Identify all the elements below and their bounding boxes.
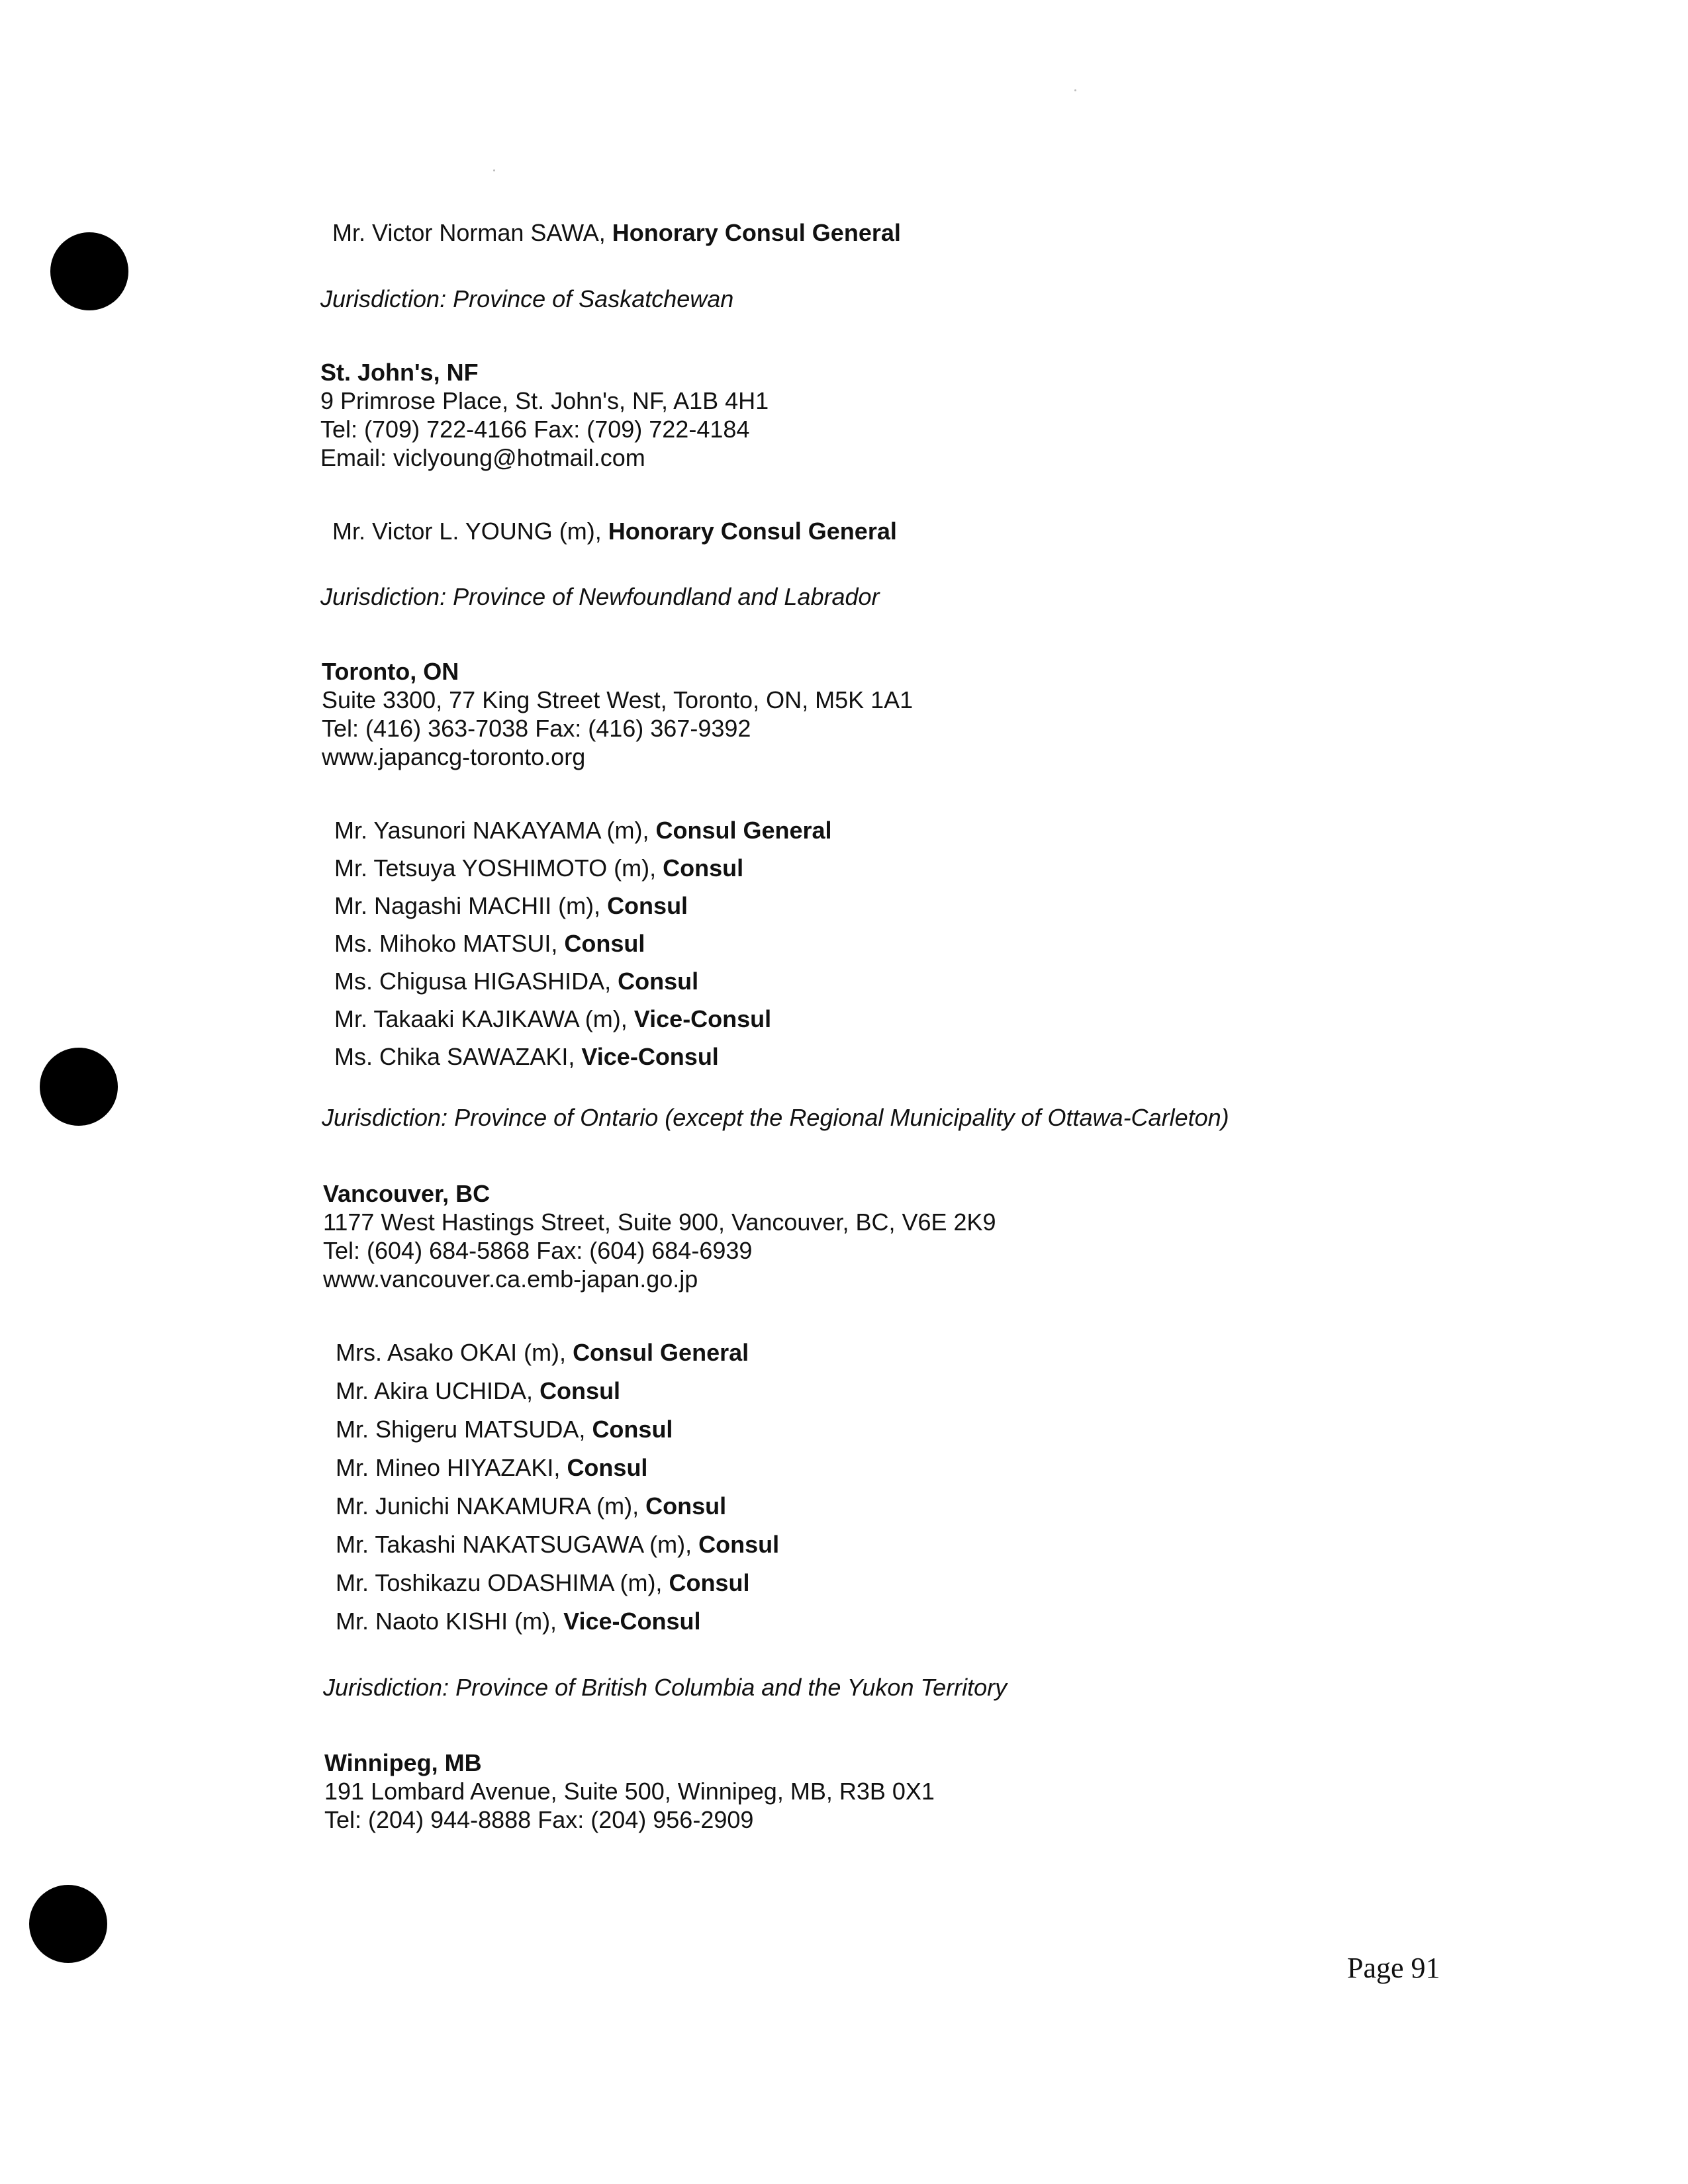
official-line — [334, 854, 743, 883]
official-name: Ms. Mihoko MATSUI, — [334, 930, 558, 957]
official-name: Mr. Junichi NAKAMURA (m), — [336, 1492, 639, 1520]
official-line — [332, 218, 901, 248]
official-title: Vice-Consul — [633, 1005, 772, 1032]
official-name: Mr. Victor L. YOUNG (m), — [332, 518, 602, 545]
official-title: Consul — [567, 1454, 648, 1481]
address: 9 Primrose Place, St. John's, NF, A1B 4H1 — [320, 387, 769, 414]
official-name: Mr. Shigeru MATSUDA, — [336, 1416, 586, 1443]
official-name: Mr. Nagashi MACHII (m), — [334, 892, 601, 919]
official-title: Consul — [669, 1569, 750, 1596]
official-line — [334, 891, 688, 921]
official-line — [336, 1338, 749, 1367]
official-title: Consul General — [655, 817, 832, 844]
official-title: Consul — [645, 1492, 727, 1520]
official-title: Consul — [607, 892, 688, 919]
official-title: Honorary Consul General — [608, 518, 897, 545]
phone-fax: Tel: (604) 684-5868 Fax: (604) 684-6939 — [323, 1237, 753, 1264]
address: 191 Lombard Avenue, Suite 500, Winnipeg, MB, R3B 0X1 — [324, 1778, 935, 1805]
jurisdiction: Jurisdiction: Province of British Columbia and the Yukon Territory — [323, 1674, 1008, 1701]
jurisdiction: Jurisdiction: Province of Ontario (except the Regional Municipality of Ottawa-Carleton) — [322, 1104, 1229, 1131]
official-line — [334, 929, 645, 958]
official-name: Mr. Mineo HIYAZAKI, — [336, 1454, 561, 1481]
official-line — [336, 1569, 749, 1598]
official-name: Mr. Takaaki KAJIKAWA (m), — [334, 1005, 628, 1032]
phone-fax: Tel: (709) 722-4166 Fax: (709) 722-4184 — [320, 416, 750, 443]
city-heading: St. John's, NF — [320, 359, 479, 386]
official-name: Ms. Chika SAWAZAKI, — [334, 1043, 575, 1070]
official-title: Vice-Consul — [563, 1608, 701, 1635]
official-line — [334, 816, 832, 845]
official-title: Consul — [592, 1416, 673, 1443]
scan-speck — [1074, 89, 1076, 91]
official-name: Mrs. Asako OKAI (m), — [336, 1339, 567, 1366]
official-title: Consul — [539, 1377, 621, 1404]
jurisdiction: Jurisdiction: Province of Saskatchewan — [320, 285, 734, 312]
official-title: Consul — [698, 1531, 780, 1558]
official-line — [336, 1453, 647, 1482]
binder-hole-middle — [40, 1048, 118, 1126]
official-name: Mr. Naoto KISHI (m), — [336, 1608, 557, 1635]
email: Email: viclyoung@hotmail.com — [320, 444, 645, 471]
official-line — [336, 1377, 620, 1406]
official-name: Mr. Akira UCHIDA, — [336, 1377, 534, 1404]
official-title: Honorary Consul General — [612, 219, 901, 246]
page-number: Page 91 — [1347, 1952, 1440, 1984]
city-heading: Vancouver, BC — [323, 1180, 491, 1207]
official-name: Mr. Takashi NAKATSUGAWA (m), — [336, 1531, 692, 1558]
binder-hole-bottom — [29, 1885, 107, 1963]
website: www.japancg-toronto.org — [322, 743, 586, 770]
official-name: Ms. Chigusa HIGASHIDA, — [334, 968, 612, 995]
official-name: Mr. Yasunori NAKAYAMA (m), — [334, 817, 649, 844]
official-line — [336, 1530, 779, 1559]
website: www.vancouver.ca.emb-japan.go.jp — [323, 1265, 698, 1293]
official-title: Consul — [618, 968, 699, 995]
official-line — [336, 1492, 726, 1521]
official-line — [336, 1607, 700, 1636]
address: Suite 3300, 77 King Street West, Toronto, ON, M5K 1A1 — [322, 686, 914, 713]
official-line — [334, 1042, 719, 1071]
phone-fax: Tel: (204) 944-8888 Fax: (204) 956-2909 — [324, 1806, 754, 1833]
official-line — [336, 1415, 673, 1444]
official-name: Mr. Tetsuya YOSHIMOTO (m), — [334, 854, 657, 882]
official-line — [334, 1005, 771, 1034]
phone-fax: Tel: (416) 363-7038 Fax: (416) 367-9392 — [322, 715, 751, 742]
address: 1177 West Hastings Street, Suite 900, Vancouver, BC, V6E 2K9 — [323, 1208, 996, 1236]
official-name: Mr. Victor Norman SAWA, — [332, 219, 606, 246]
city-heading: Toronto, ON — [322, 658, 459, 685]
official-line — [334, 967, 698, 996]
official-line — [332, 517, 897, 546]
official-title: Consul General — [573, 1339, 749, 1366]
scan-speck — [493, 169, 495, 171]
official-title: Consul — [663, 854, 744, 882]
official-title: Consul — [564, 930, 645, 957]
official-name: Mr. Toshikazu ODASHIMA (m), — [336, 1569, 663, 1596]
binder-hole-top — [50, 232, 128, 310]
city-heading: Winnipeg, MB — [324, 1749, 482, 1776]
jurisdiction: Jurisdiction: Province of Newfoundland and Labrador — [320, 583, 880, 610]
official-title: Vice-Consul — [581, 1043, 719, 1070]
